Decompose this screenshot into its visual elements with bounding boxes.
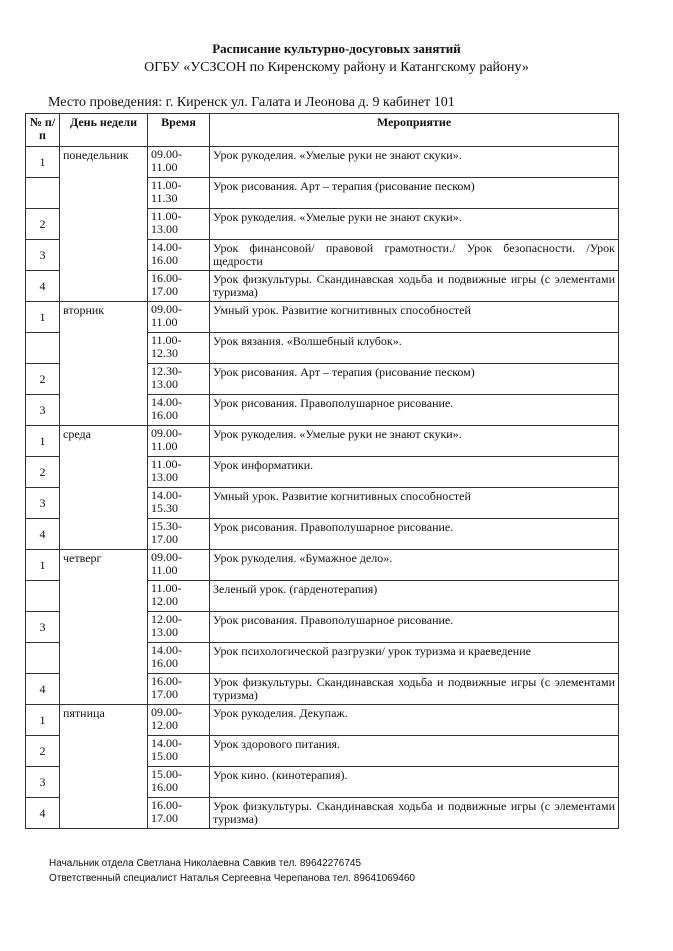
- time-cell: 09.00-11.00: [148, 426, 210, 457]
- event-cell: Урок рисования. Правополушарное рисование.: [210, 519, 619, 550]
- schedule-table: [25, 113, 619, 829]
- event-cell: Урок рукоделия. «Умелые руки не знают скуки».: [210, 426, 619, 457]
- document-title: Расписание культурно-досуговых занятий: [212, 41, 461, 56]
- event-cell: Умный урок. Развитие когнитивных способностей: [210, 302, 619, 333]
- time-cell: 15.30-17.00: [148, 519, 210, 550]
- event-cell: Урок рукоделия. «Умелые руки не знают скуки».: [210, 147, 619, 178]
- table-row: [26, 302, 619, 333]
- time-cell: 09.00-12.00: [148, 705, 210, 736]
- row-number: 3: [26, 767, 60, 798]
- event-cell: Урок физкультуры. Скандинавская ходьба и подвижные игры (с элементами туризма): [210, 798, 619, 829]
- event-cell: Урок рукоделия. «Бумажное дело».: [210, 550, 619, 581]
- table-header-row: [26, 114, 619, 147]
- weekday-cell: вторник: [60, 302, 148, 426]
- row-number: 2: [26, 209, 60, 240]
- footer-responsible-specialist: Ответственный специалист Наталья Сергеевна Черепанова тел. 89641069460: [49, 873, 415, 884]
- row-number: 3: [26, 488, 60, 519]
- row-number: 1: [26, 147, 60, 178]
- time-cell: 11.00-13.00: [148, 209, 210, 240]
- time-cell: 09.00-11.00: [148, 302, 210, 333]
- row-number: 3: [26, 395, 60, 426]
- table-row: [26, 147, 619, 178]
- header-event: Мероприятие: [210, 114, 619, 147]
- row-number: 2: [26, 457, 60, 488]
- table-row: [26, 550, 619, 581]
- row-number: 1: [26, 550, 60, 581]
- row-number: 3: [26, 612, 60, 643]
- venue-line: Место проведения: г. Киренск ул. Галата и Леонова д. 9 кабинет 101: [48, 95, 455, 110]
- event-cell: Урок физкультуры. Скандинавская ходьба и подвижные игры (с элементами туризма): [210, 674, 619, 705]
- event-cell: Урок рисования. Арт – терапия (рисование песком): [210, 364, 619, 395]
- time-cell: 14.00-15.00: [148, 736, 210, 767]
- header-num: № п/п: [26, 114, 60, 147]
- header-time: Время: [148, 114, 210, 147]
- event-cell: Урок рисования. Арт – терапия (рисование песком): [210, 178, 619, 209]
- organization-name: ОГБУ «УСЗСОН по Киренскому району и Катангскому району»: [144, 60, 529, 75]
- row-number: 1: [26, 426, 60, 457]
- event-cell: Урок информатики.: [210, 457, 619, 488]
- event-cell: Зеленый урок. (гарденотерапия): [210, 581, 619, 612]
- row-number: 4: [26, 798, 60, 829]
- table-row: [26, 426, 619, 457]
- event-cell: Урок физкультуры. Скандинавская ходьба и подвижные игры (с элементами туризма): [210, 271, 619, 302]
- row-number: [26, 581, 60, 612]
- time-cell: 16.00-17.00: [148, 798, 210, 829]
- row-number: 2: [26, 736, 60, 767]
- time-cell: 14.00-16.00: [148, 395, 210, 426]
- row-number: 1: [26, 302, 60, 333]
- row-number: [26, 643, 60, 674]
- time-cell: 14.00-16.00: [148, 240, 210, 271]
- header-day: День недели: [60, 114, 148, 147]
- time-cell: 09.00-11.00: [148, 550, 210, 581]
- time-cell: 16.00-17.00: [148, 271, 210, 302]
- time-cell: 12.00-13.00: [148, 612, 210, 643]
- row-number: 4: [26, 271, 60, 302]
- weekday-cell: среда: [60, 426, 148, 550]
- footer-head-of-department: Начальник отдела Светлана Николаевна Савкив тел. 89642276745: [49, 858, 362, 869]
- row-number: [26, 178, 60, 209]
- row-number: 2: [26, 364, 60, 395]
- row-number: 4: [26, 674, 60, 705]
- table-row: [26, 705, 619, 736]
- event-cell: Урок рисования. Правополушарное рисование.: [210, 612, 619, 643]
- time-cell: 11.00-12.30: [148, 333, 210, 364]
- event-cell: Урок финансовой/ правовой грамотности./ Урок безопасности. /Урок щедрости: [210, 240, 619, 271]
- weekday-cell: четверг: [60, 550, 148, 705]
- event-cell: Умный урок. Развитие когнитивных способностей: [210, 488, 619, 519]
- time-cell: 11.00-11.30: [148, 178, 210, 209]
- weekday-cell: понедельник: [60, 147, 148, 302]
- row-number: 4: [26, 519, 60, 550]
- time-cell: 12.30-13.00: [148, 364, 210, 395]
- time-cell: 15.00-16.00: [148, 767, 210, 798]
- row-number: 1: [26, 705, 60, 736]
- time-cell: 11.00-13.00: [148, 457, 210, 488]
- event-cell: Урок психологической разгрузки/ урок туризма и краеведение: [210, 643, 619, 674]
- time-cell: 09.00-11.00: [148, 147, 210, 178]
- time-cell: 14.00-16.00: [148, 643, 210, 674]
- row-number: 3: [26, 240, 60, 271]
- weekday-cell: пятница: [60, 705, 148, 829]
- event-cell: Урок вязания. «Волшебный клубок».: [210, 333, 619, 364]
- event-cell: Урок рукоделия. Декупаж.: [210, 705, 619, 736]
- event-cell: Урок кино. (кинотерапия).: [210, 767, 619, 798]
- time-cell: 11.00-12.00: [148, 581, 210, 612]
- row-number: [26, 333, 60, 364]
- time-cell: 14.00-15.30: [148, 488, 210, 519]
- schedule-body: [26, 147, 619, 829]
- event-cell: Урок рукоделия. «Умелые руки не знают скуки».: [210, 209, 619, 240]
- event-cell: Урок здорового питания.: [210, 736, 619, 767]
- event-cell: Урок рисования. Правополушарное рисование.: [210, 395, 619, 426]
- time-cell: 16.00-17.00: [148, 674, 210, 705]
